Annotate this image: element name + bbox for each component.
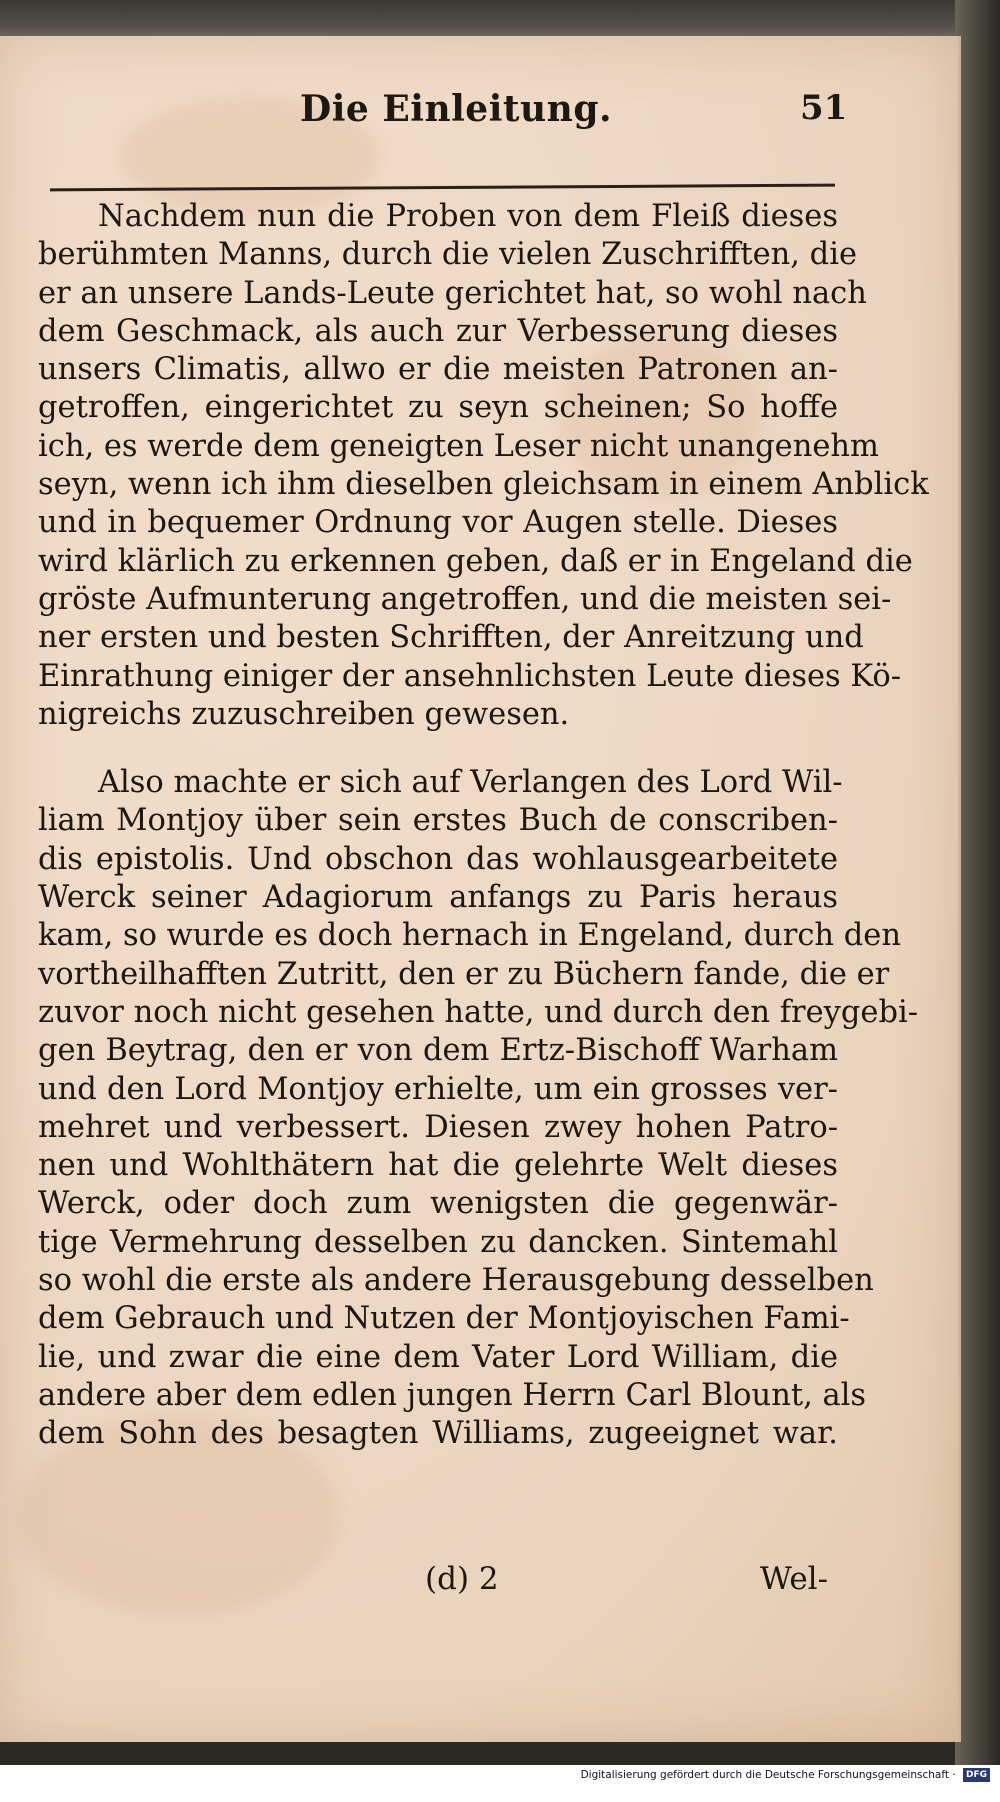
catchword: Wel- bbox=[760, 1561, 829, 1597]
page-footer bbox=[0, 1561, 958, 1605]
running-head: Die Einleitung. bbox=[300, 88, 613, 130]
text-line: lie, und zwar die eine dem Vater Lord William, die bbox=[38, 1339, 838, 1375]
text-line: berühmten Manns, durch die vielen Zuschrifften, die bbox=[38, 237, 858, 273]
text-line: Einrathung einiger der ansehnlichsten Leute dieses Kö- bbox=[38, 658, 902, 694]
book-cover-edge bbox=[955, 0, 1000, 1765]
page-header bbox=[0, 88, 958, 138]
text-line: mehret und verbessert. Diesen zwey hohen Patro- bbox=[38, 1109, 838, 1145]
text-line: dem Sohn des besagten Williams, zugeeignet war. bbox=[38, 1416, 838, 1452]
paragraph bbox=[38, 198, 929, 734]
text-line: Also machte er sich auf Verlangen des Lord Wil- bbox=[98, 765, 843, 801]
digitization-credit bbox=[0, 1768, 990, 1782]
text-line: Nachdem nun die Proben von dem Fleiß dieses bbox=[98, 199, 838, 234]
text-line: gen Beytrag, den er von dem Ertz-Bischoff Warham bbox=[38, 1033, 838, 1069]
text-line: andere aber dem edlen jungen Herrn Carl Blount, als bbox=[38, 1377, 867, 1413]
text-line: und in bequemer Ordnung vor Augen stelle. Dieses bbox=[38, 505, 838, 541]
text-line: Werck seiner Adagiorum anfangs zu Paris heraus bbox=[38, 880, 838, 916]
paragraph bbox=[38, 764, 919, 1453]
text-line: dem Geschmack, als auch zur Verbesserung dieses bbox=[38, 313, 838, 349]
text-line: ich, es werde dem geneigten Leser nicht unangenehm bbox=[38, 428, 879, 464]
text-line: Werck, oder doch zum wenigsten die gegenwär- bbox=[38, 1186, 838, 1222]
dfg-logo: DFG bbox=[963, 1768, 990, 1782]
text-line: liam Montjoy über sein erstes Buch de conscriben- bbox=[38, 803, 838, 839]
text-line: tige Vermehrung desselben zu dancken. Sintemahl bbox=[38, 1224, 838, 1260]
text-line: ner ersten und besten Schrifften, der Anreitzung und bbox=[38, 620, 864, 656]
text-line: seyn, wenn ich ihm dieselben gleichsam in einem Anblick bbox=[38, 467, 929, 503]
credit-text: Digitalisierung gefördert durch die Deutsche Forschungsgemeinschaft · bbox=[580, 1769, 956, 1781]
body-text bbox=[38, 198, 929, 1454]
text-line: nigreichs zuzuschreiben gewesen. bbox=[38, 696, 570, 732]
text-line: dis epistolis. Und obschon das wohlausgearbeitete bbox=[38, 841, 838, 877]
text-line: wird klärlich zu erkennen geben, daß er in Engeland die bbox=[38, 543, 913, 579]
text-line: er an unsere Lands-Leute gerichtet hat, so wohl nach bbox=[38, 275, 867, 311]
text-line: getroffen, eingerichtet zu seyn scheinen; So hoffe bbox=[38, 390, 838, 426]
text-line: vortheilhafften Zutritt, den er zu Büchern fande, die er bbox=[38, 956, 890, 992]
text-line: unsers Climatis, allwo er die meisten Patronen an- bbox=[38, 352, 838, 388]
page-number: 51 bbox=[800, 88, 848, 128]
text-line: so wohl die erste als andere Herausgebung desselben bbox=[38, 1263, 874, 1299]
text-line: dem Gebrauch und Nutzen der Montjoyischen Fami- bbox=[38, 1301, 850, 1337]
text-line: kam, so wurde es doch hernach in Engeland, durch den bbox=[38, 918, 901, 954]
signature-mark: (d) 2 bbox=[425, 1561, 499, 1597]
text-line: gröste Aufmunterung angetroffen, und die meisten sei- bbox=[38, 581, 892, 617]
text-line: nen und Wohlthätern hat die gelehrte Welt dieses bbox=[38, 1148, 838, 1184]
text-line: und den Lord Montjoy erhielte, um ein grosses ver- bbox=[38, 1071, 838, 1107]
text-line: zuvor noch nicht gesehen hatte, und durch den freygebi- bbox=[38, 994, 919, 1030]
book-page bbox=[0, 36, 961, 1742]
